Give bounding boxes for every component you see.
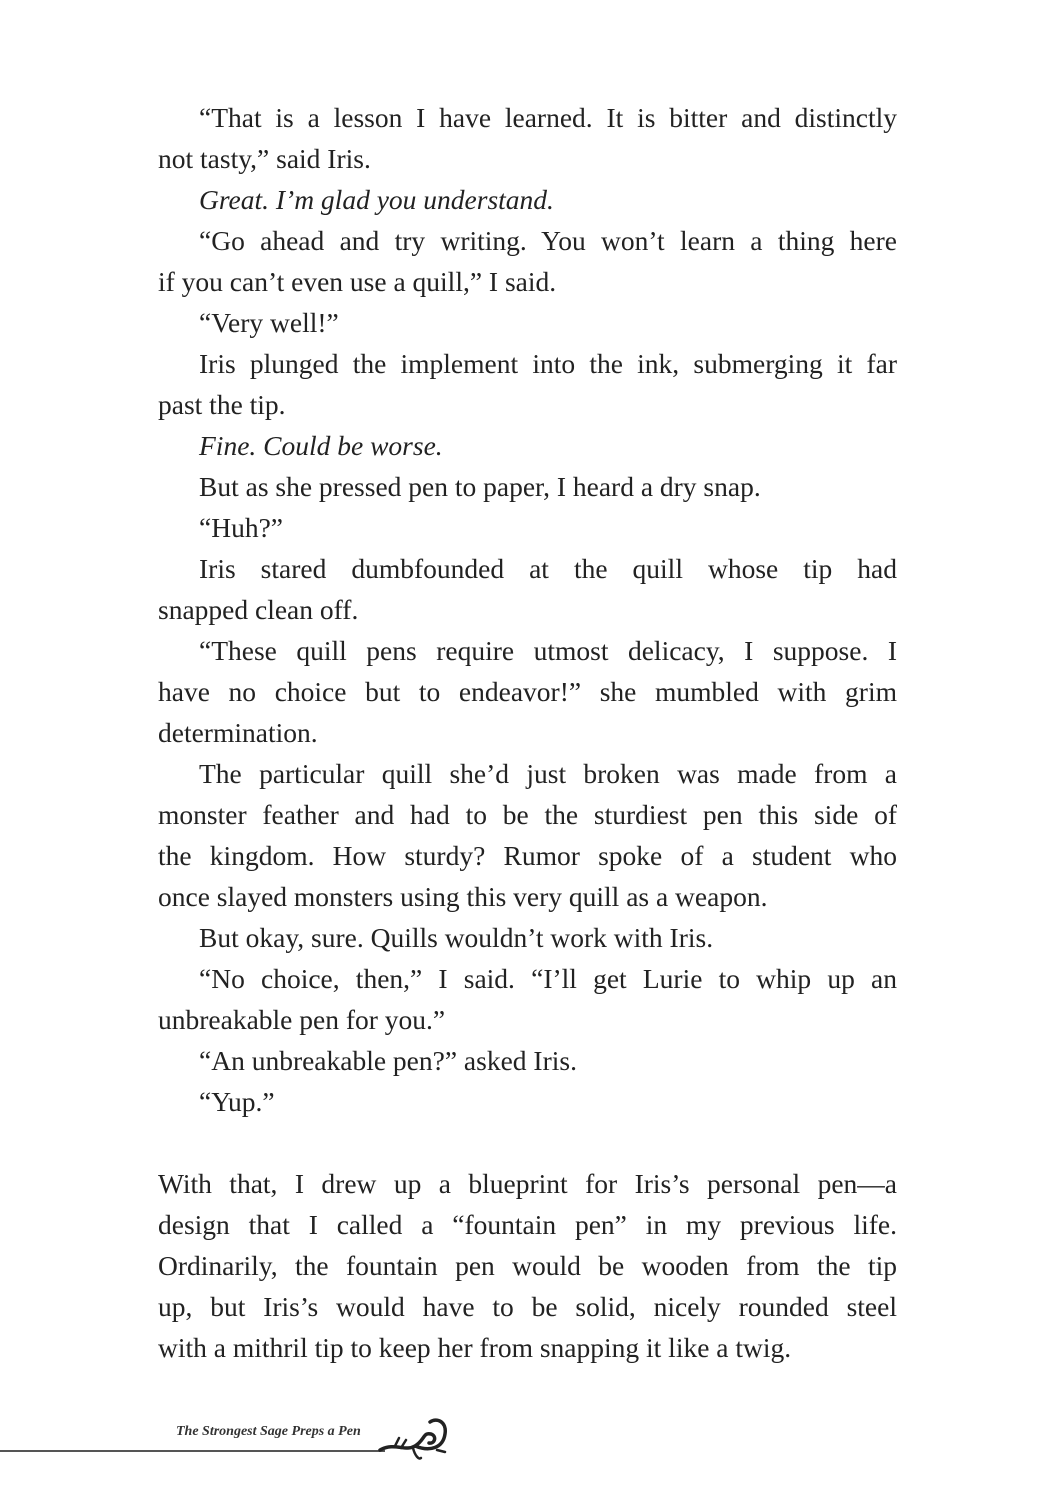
running-footer-title: The Strongest Sage Preps a Pen [176, 1424, 361, 1439]
text-line: past the tip. [158, 389, 286, 420]
text-line: “An unbreakable pen?” asked Iris. [199, 1045, 577, 1076]
text-line: But okay, sure. Quills wouldn’t work with Iris. [199, 922, 714, 953]
text-line: “Yup.” [199, 1086, 275, 1117]
text-line: With that, I drew up a blueprint for Iris’s personal pen—a [158, 1168, 897, 1199]
text-line: design that I called a “fountain pen” in my previous life. [158, 1209, 897, 1240]
paragraph [158, 548, 897, 630]
text-line: “That is a lesson I have learned. It is bitter and distinctly [199, 102, 897, 133]
text-line: Fine. Could be worse. [199, 430, 443, 461]
paragraph [158, 753, 897, 917]
paragraph [158, 302, 897, 343]
text-line: if you can’t even use a quill,” I said. [158, 266, 557, 297]
paragraph [158, 917, 897, 958]
footer-rule [0, 1450, 385, 1452]
paragraph [158, 97, 897, 179]
text-line: have no choice but to endeavor!” she mumbled with grim [158, 676, 897, 707]
text-line: with a mithril tip to keep her from snapping it like a twig. [158, 1332, 792, 1363]
text-line: “Go ahead and try writing. You won’t learn a thing here [199, 225, 897, 256]
paragraph [158, 1081, 897, 1122]
italic-thought-paragraph [158, 425, 897, 466]
text-line: “No choice, then,” I said. “I’ll get Lurie to whip up an [199, 963, 897, 994]
text-line: once slayed monsters using this very quill as a weapon. [158, 881, 768, 912]
italic-thought-paragraph [158, 179, 897, 220]
text-line: The particular quill she’d just broken was made from a [199, 758, 897, 789]
text-line: “Huh?” [199, 512, 283, 543]
paragraph [158, 1040, 897, 1081]
flourish-ornament-icon [375, 1412, 455, 1467]
text-line: the kingdom. How sturdy? Rumor spoke of a student who [158, 840, 897, 871]
text-line: up, but Iris’s would have to be solid, nicely rounded steel [158, 1291, 897, 1322]
page-body [158, 97, 897, 1368]
text-line: monster feather and had to be the sturdiest pen this side of [158, 799, 897, 830]
paragraph [158, 958, 897, 1040]
paragraph [158, 220, 897, 302]
paragraph [158, 1163, 897, 1368]
text-line: unbreakable pen for you.” [158, 1004, 446, 1035]
paragraph-break [158, 1122, 897, 1163]
paragraph [158, 466, 897, 507]
text-line: snapped clean off. [158, 594, 359, 625]
text-line: determination. [158, 717, 318, 748]
text-line: Iris stared dumbfounded at the quill whose tip had [199, 553, 897, 584]
text-line: not tasty,” said Iris. [158, 143, 371, 174]
paragraph [158, 343, 897, 425]
text-line: “Very well!” [199, 307, 339, 338]
text-line: Iris plunged the implement into the ink, submerging it far [199, 348, 897, 379]
text-line: Ordinarily, the fountain pen would be wooden from the tip [158, 1250, 897, 1281]
paragraph [158, 507, 897, 548]
text-line: But as she pressed pen to paper, I heard a dry snap. [199, 471, 761, 502]
text-line: “These quill pens require utmost delicacy, I suppose. I [199, 635, 897, 666]
paragraph [158, 630, 897, 753]
text-line: Great. I’m glad you understand. [199, 184, 554, 215]
